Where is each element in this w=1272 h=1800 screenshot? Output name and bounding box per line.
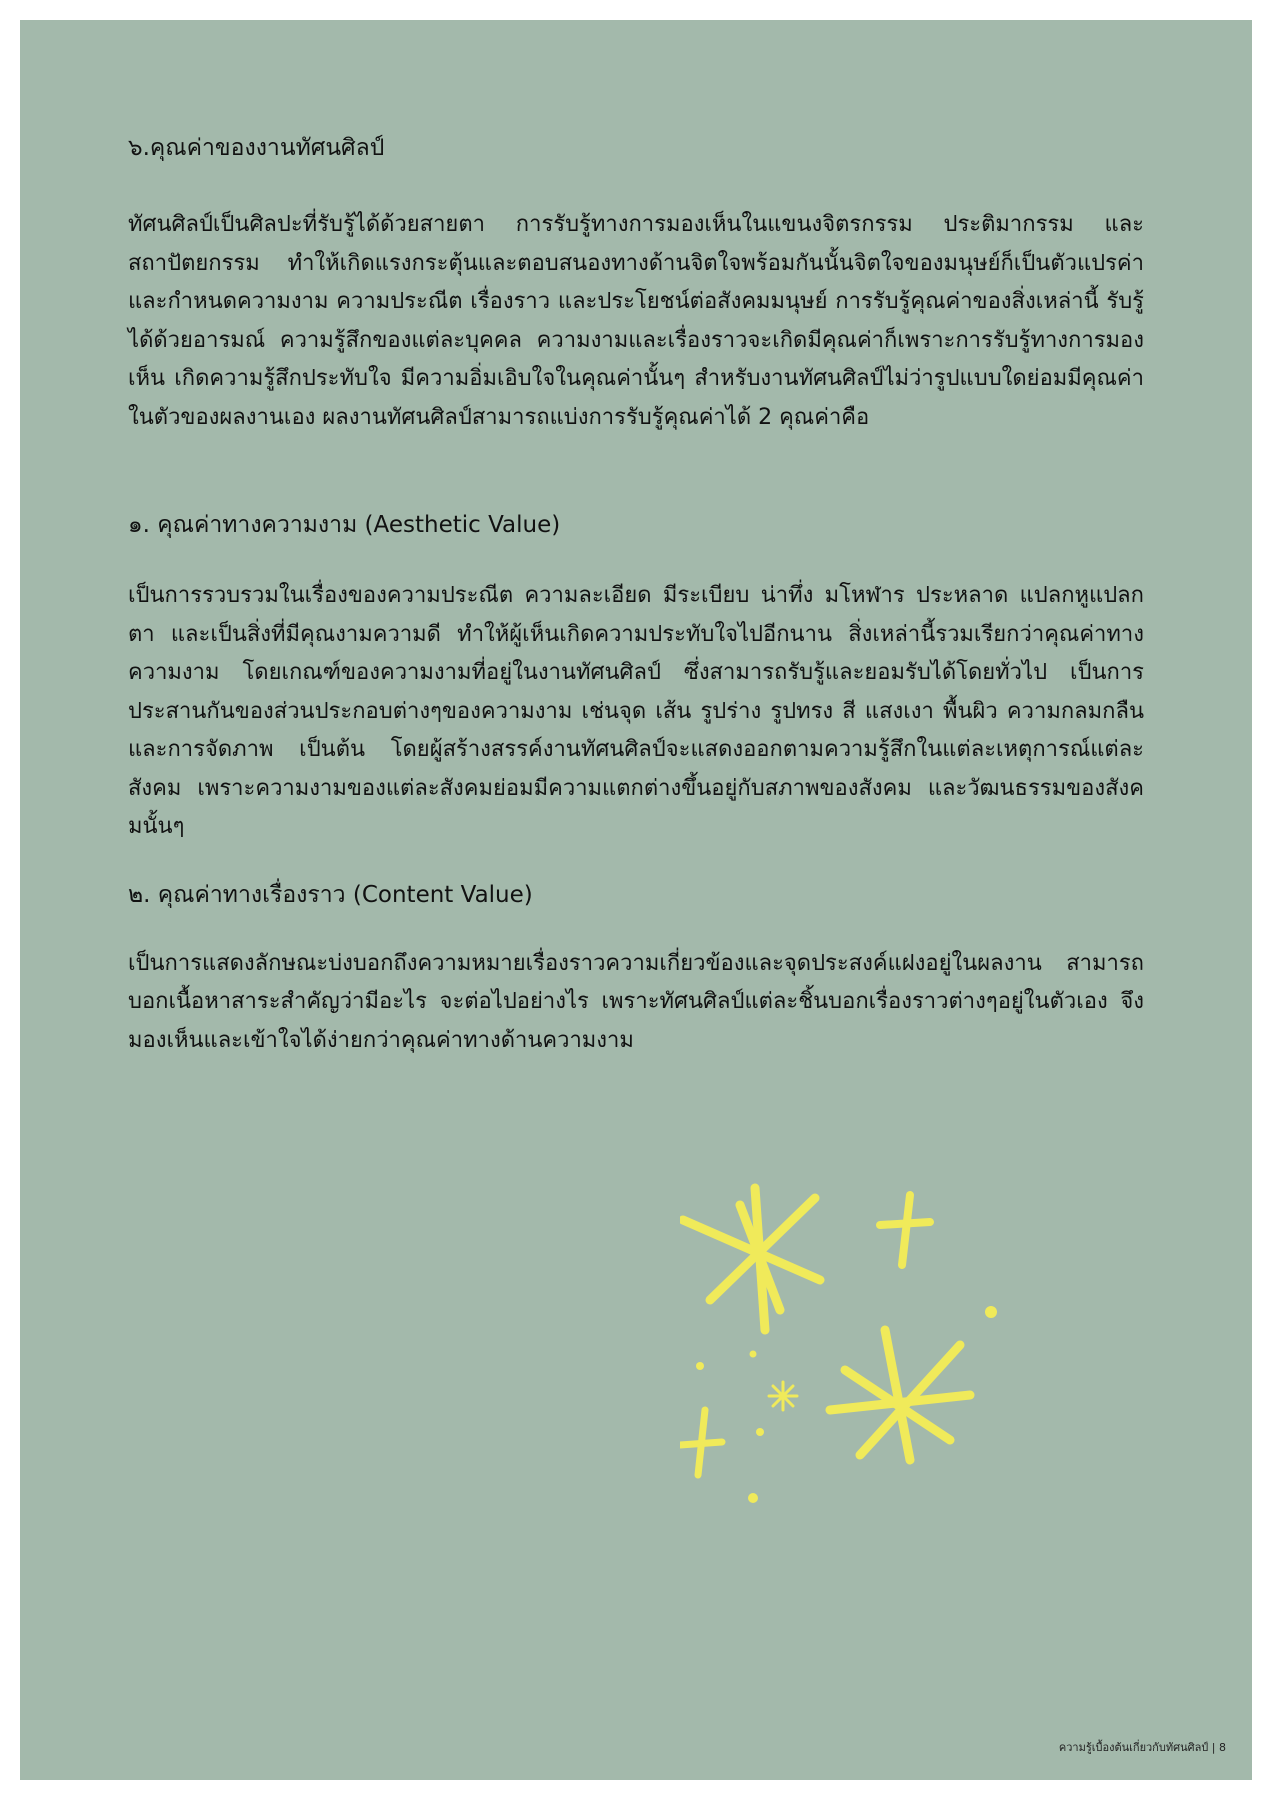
large-sparkle-icon: [830, 1330, 970, 1460]
sparkle-dot: [985, 1306, 997, 1318]
small-star-icon: [769, 1382, 797, 1410]
sparkles-icon: [680, 1170, 1160, 1550]
cross-sparkle-icon: [680, 1410, 722, 1475]
large-sparkle-icon: [683, 1188, 820, 1330]
sparkle-dot: [748, 1493, 758, 1503]
sparkle-dot: [750, 1351, 757, 1358]
page: [20, 20, 1252, 1780]
page-footer: ความรู้เบื้องต้นเกี่ยวกับทัศนศิลป์ | 8: [1058, 1741, 1226, 1754]
page-content: [128, 128, 1144, 1060]
intro-paragraph: ทัศนศิลป์เป็นศิลปะที่รับรู้ได้ด้วยสายตา การรับรู้ทางการมองเห็นในแขนงจิตรกรรม ประติมากรรม และสถาปัตยกรรม ทำให้เกิดแรงกระตุ้นและตอบสนองทางด้านจิตใจพร้อมกันนั้นจิตใจของมนุษย์ก็เป็นตัวแปรค่าและกำหนดความงาม ความประณีต เรื่องราว และประโยชน์ต่อสังคมมนุษย์ การรับรู้คุณค่าของสิ่งเหล่านี้ รับรู้ได้ด้วยอารมณ์ ความรู้สึกของแต่ละบุคคล ความงามและเรื่องราวจะเกิดมีคุณค่าก็เพราะการรับรู้ทางการมองเห็น เกิดความรู้สึกประทับใจ มีความอิ่มเอิบใจในคุณค่านั้นๆ สำหรับงานทัศนศิลป์ไม่ว่ารูปแบบใดย่อมมีคุณค่าในตัวของผลงานเอง ผลงานทัศนศิลป์สามารถแบ่งการรับรู้คุณค่าได้ 2 คุณค่าคือ: [128, 212, 1144, 430]
section-title: ๖.คุณค่าของงานทัศนศิลป์: [128, 135, 385, 161]
sparkle-dot: [756, 1428, 764, 1436]
content-value-paragraph: เป็นการแสดงลักษณะบ่งบอกถึงความหมายเรื่องราวความเกี่ยวข้องและจุดประสงค์แฝงอยู่ในผลงาน สามารถบอกเนื้อหาสาระสำคัญว่ามีอะไร จะต่อไปอย่างไร เพราะทัศนศิลป์แต่ละชิ้นบอกเรื่องราวต่างๆอยู่ในตัวเอง จึงมองเห็นและเข้าใจได้ง่ายกว่าคุณค่าทางด้านความงาม: [128, 950, 1144, 1053]
aesthetic-value-paragraph: เป็นการรวบรวมในเรื่องของความประณีต ความละเอียด มีระเบียบ น่าทึ่ง มโหฬาร ประหลาด แปลกหูแปลกตา และเป็นสิ่งที่มีคุณงามความดี ทำให้ผู้เห็นเกิดความประทับใจไปอีกนาน สิ่งเหล่านี้รวมเรียกว่าคุณค่าทางความงาม โดยเกณฑ์ของความงามที่อยู่ในงานทัศนศิลป์ ซึ่งสามารถรับรู้และยอมรับได้โดยทั่วไป เป็นการประสานกันของส่วนประกอบต่างๆของความงาม เช่นจุด เส้น รูปร่าง รูปทรง สี แสงเงา พื้นผิว ความกลมกลืน และการจัดภาพ เป็นต้น โดยผู้สร้างสรรค์งานทัศนศิลป์จะแสดงออกตามความรู้สึกในแต่ละเหตุการณ์แต่ละสังคม เพราะความงามของแต่ละสังคมย่อมมีความแตกต่างขึ้นอยู่กับสภาพของสังคม และวัฒนธรรมของสังคมนั้นๆ: [128, 583, 1144, 839]
aesthetic-value-heading: ๑. คุณค่าทางความงาม (Aesthetic Value): [128, 512, 561, 538]
content-value-heading: ๒. คุณค่าทางเรื่องราว (Content Value): [128, 881, 533, 908]
sparkle-dot: [696, 1362, 704, 1370]
plus-sparkle-icon: [880, 1195, 930, 1265]
